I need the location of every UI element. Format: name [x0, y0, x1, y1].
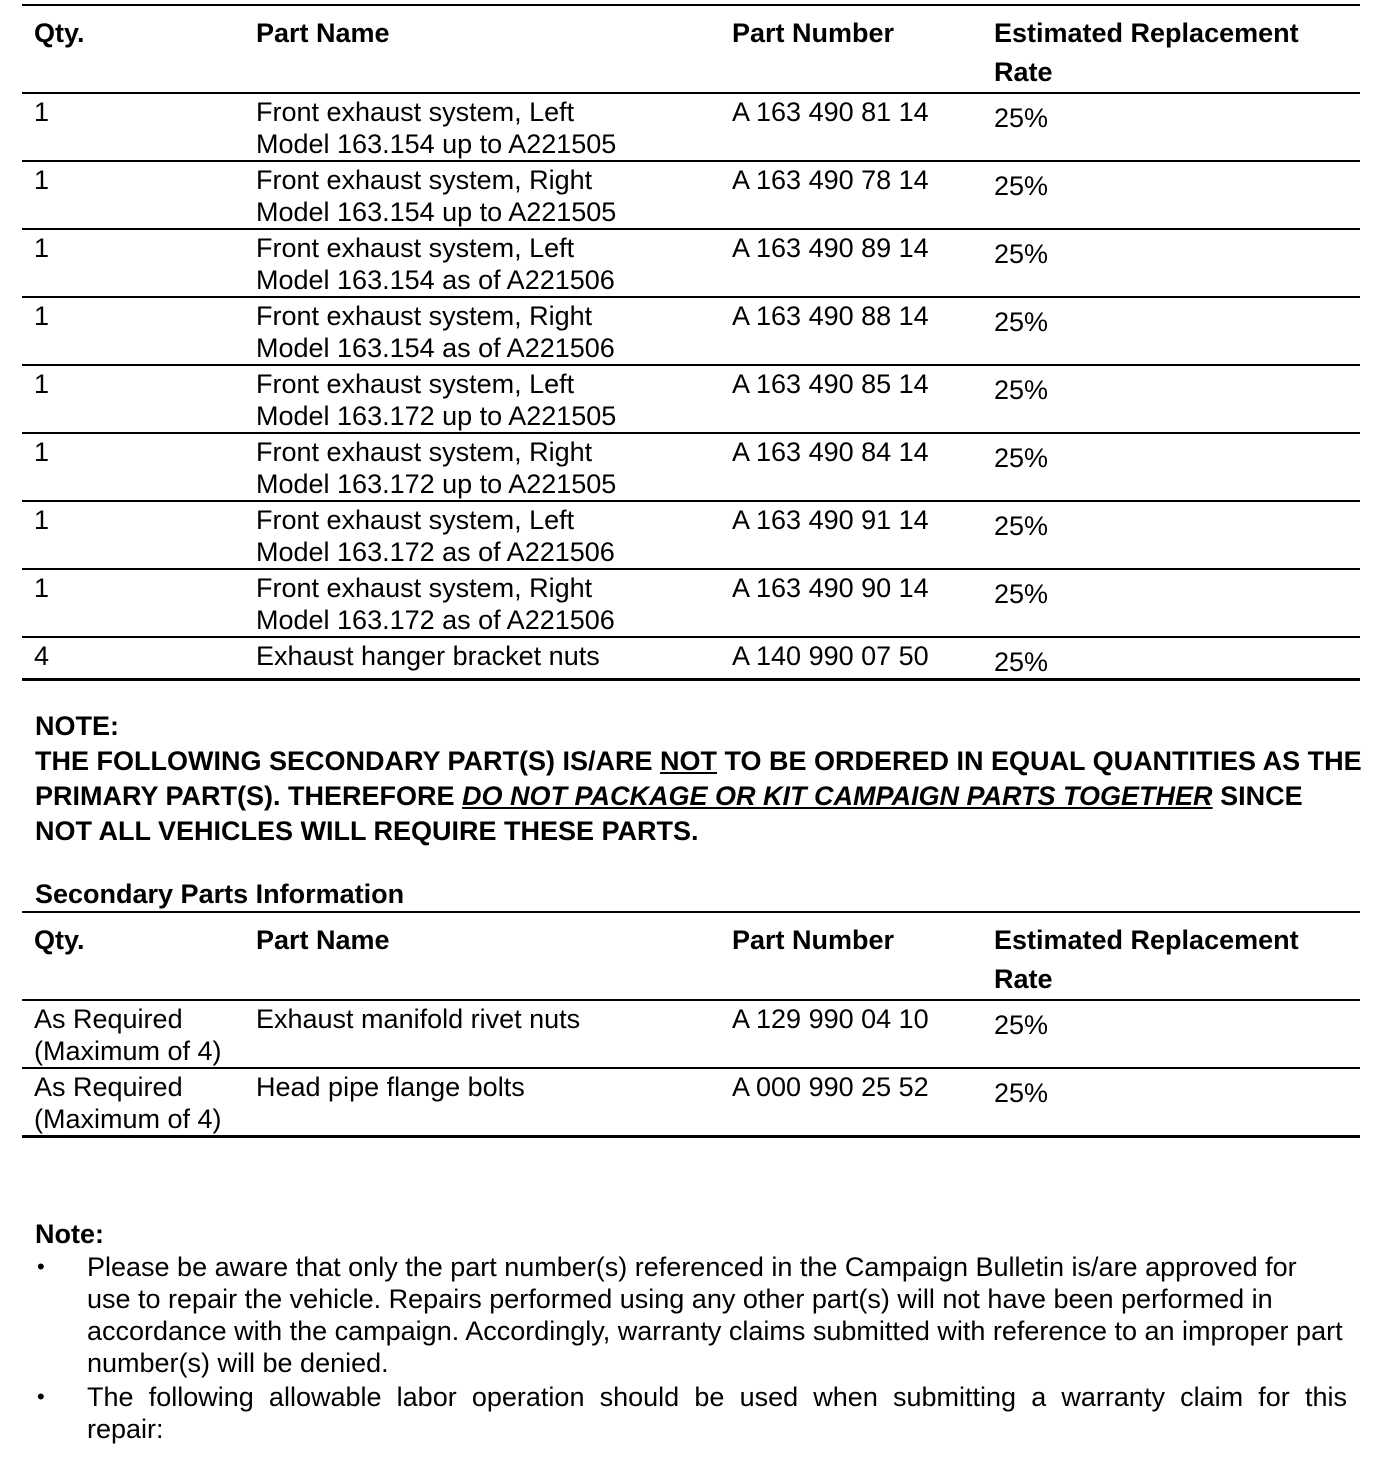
- part-name-line1: Front exhaust system, Right: [256, 437, 593, 467]
- part-name-cell: [256, 501, 732, 569]
- rate-cell: 25%: [994, 501, 1360, 569]
- part-name-cell: Exhaust manifold rivet nuts: [256, 1000, 732, 1068]
- rate-cell: 25%: [994, 229, 1360, 297]
- bullet-text: Please be aware that only the part number(s) referenced in the Campaign Bulletin is/are approved for use to repair the vehicle. Repairs performed using any other part(s) will not have been performed in accordance with the campaign. Accordingly, warranty claims submitted with reference to an improper part number(s) will be denied.: [87, 1252, 1343, 1378]
- secondary-parts-title: Secondary Parts Information: [35, 879, 405, 909]
- header-rate: [994, 912, 1360, 1000]
- qty-cell: 1: [22, 229, 256, 297]
- rate-cell: 25%: [994, 569, 1360, 637]
- part-number-cell: A 163 490 78 14: [732, 161, 994, 229]
- qty-cell: 4: [22, 637, 256, 680]
- part-name-cell: [256, 637, 732, 680]
- bullet-icon: •: [37, 1384, 45, 1409]
- header-rate-line2: Rate: [994, 57, 1053, 87]
- header-rate-line1: Estimated Replacement: [994, 18, 1299, 48]
- note-text-not: NOT: [660, 746, 718, 776]
- part-name-line2: Model 163.172 up to A221505: [256, 469, 617, 499]
- part-name-line2: Model 163.154 up to A221505: [256, 129, 617, 159]
- table-row: [22, 1068, 1360, 1137]
- table-row: [22, 433, 1360, 501]
- part-name-cell: Head pipe flange bolts: [256, 1068, 732, 1137]
- part-name-line1: Front exhaust system, Right: [256, 573, 593, 603]
- table-row: [22, 93, 1360, 161]
- header-rate: [994, 5, 1360, 93]
- part-name-line2: Model 163.154 as of A221506: [256, 265, 615, 295]
- part-name-line1: Front exhaust system, Left: [256, 233, 575, 263]
- header-part-name: Part Name: [256, 925, 390, 955]
- header-part-name: Part Name: [256, 18, 390, 48]
- qty-line1: As Required: [34, 1072, 183, 1102]
- part-name-line1: Exhaust hanger bracket nuts: [256, 641, 600, 671]
- bullet-text-line1: The following allowable labor operation should be used when submitting a warranty claim for this: [87, 1382, 1347, 1412]
- table-row: [22, 229, 1360, 297]
- part-name-cell: [256, 569, 732, 637]
- part-number-cell: A 163 490 88 14: [732, 297, 994, 365]
- note2-bullet-list: [35, 1251, 1347, 1447]
- part-name-cell: [256, 365, 732, 433]
- header-rate-line1: Estimated Replacement: [994, 925, 1299, 955]
- part-name-line1: Front exhaust system, Left: [256, 369, 575, 399]
- rate-cell: 25%: [994, 1068, 1360, 1137]
- part-number-cell: A 000 990 25 52: [732, 1068, 994, 1137]
- table-row: [22, 161, 1360, 229]
- part-name-line1: Front exhaust system, Right: [256, 165, 593, 195]
- part-number-cell: A 140 990 07 50: [732, 637, 994, 680]
- table-row: [22, 501, 1360, 569]
- part-name-cell: [256, 161, 732, 229]
- part-name-cell: [256, 433, 732, 501]
- secondary-header-row: [22, 912, 1360, 1000]
- note-body: [35, 744, 1365, 849]
- rate-cell: 25%: [994, 297, 1360, 365]
- part-number-cell: A 163 490 81 14: [732, 93, 994, 161]
- part-number-cell: A 163 490 90 14: [732, 569, 994, 637]
- note2-title: Note:: [35, 1219, 104, 1249]
- part-name-line1: Front exhaust system, Right: [256, 301, 593, 331]
- table-row: [22, 569, 1360, 637]
- primary-parts-table: [22, 4, 1360, 681]
- part-name-cell: [256, 297, 732, 365]
- qty-cell: [22, 1068, 256, 1137]
- qty-line2: (Maximum of 4): [34, 1104, 222, 1134]
- rate-cell: 25%: [994, 433, 1360, 501]
- note-text-b: TO BE ORDERED IN EQUAL QUANTITIES AS THE PRIMARY PART(S). THEREFORE: [35, 746, 1362, 811]
- table-row: [22, 297, 1360, 365]
- part-name-line2: Model 163.154 up to A221505: [256, 197, 617, 227]
- rate-cell: 25%: [994, 161, 1360, 229]
- header-rate-line2: Rate: [994, 964, 1053, 994]
- note-title: NOTE:: [35, 711, 119, 741]
- rate-cell: 25%: [994, 93, 1360, 161]
- part-name-cell: [256, 229, 732, 297]
- part-name-line1: Front exhaust system, Left: [256, 505, 575, 535]
- qty-line1: As Required: [34, 1004, 183, 1034]
- table-row: [22, 1000, 1360, 1068]
- secondary-parts-table: [22, 911, 1360, 1138]
- table-row: [22, 637, 1360, 680]
- qty-cell: 1: [22, 433, 256, 501]
- bullet-text-line2: repair:: [87, 1414, 164, 1444]
- note-text-a: THE FOLLOWING SECONDARY PART(S) IS/ARE: [35, 746, 661, 776]
- header-part-number: Part Number: [732, 18, 895, 48]
- qty-cell: 1: [22, 161, 256, 229]
- qty-cell: 1: [22, 365, 256, 433]
- part-number-cell: A 163 490 84 14: [732, 433, 994, 501]
- primary-header-row: [22, 5, 1360, 93]
- rate-cell: 25%: [994, 637, 1360, 680]
- note-text-c: SINCE NOT ALL VEHICLES WILL REQUIRE THESE PARTS.: [35, 781, 1303, 846]
- note-text-emphasis: DO NOT PACKAGE OR KIT CAMPAIGN PARTS TOGETHER: [462, 781, 1213, 811]
- header-qty: Qty.: [34, 925, 85, 955]
- part-number-cell: A 129 990 04 10: [732, 1000, 994, 1068]
- header-part-number: Part Number: [732, 925, 895, 955]
- part-name-line2: Model 163.172 as of A221506: [256, 537, 615, 567]
- list-item: [35, 1251, 1347, 1379]
- qty-cell: 1: [22, 501, 256, 569]
- bullet-icon: •: [37, 1254, 45, 1279]
- header-qty: Qty.: [34, 18, 85, 48]
- part-number-cell: A 163 490 85 14: [732, 365, 994, 433]
- bullet-text: [87, 1381, 1347, 1445]
- rate-cell: 25%: [994, 365, 1360, 433]
- qty-cell: 1: [22, 93, 256, 161]
- part-name-line1: Front exhaust system, Left: [256, 97, 575, 127]
- list-item: [35, 1381, 1347, 1445]
- part-name-line2: Model 163.172 as of A221506: [256, 605, 615, 635]
- qty-cell: 1: [22, 569, 256, 637]
- qty-line2: (Maximum of 4): [34, 1036, 222, 1066]
- part-name-line2: Model 163.154 as of A221506: [256, 333, 615, 363]
- qty-cell: [22, 1000, 256, 1068]
- rate-cell: 25%: [994, 1000, 1360, 1068]
- part-name-line2: Model 163.172 up to A221505: [256, 401, 617, 431]
- part-name-cell: [256, 93, 732, 161]
- qty-cell: 1: [22, 297, 256, 365]
- table-row: [22, 365, 1360, 433]
- part-number-cell: A 163 490 91 14: [732, 501, 994, 569]
- part-number-cell: A 163 490 89 14: [732, 229, 994, 297]
